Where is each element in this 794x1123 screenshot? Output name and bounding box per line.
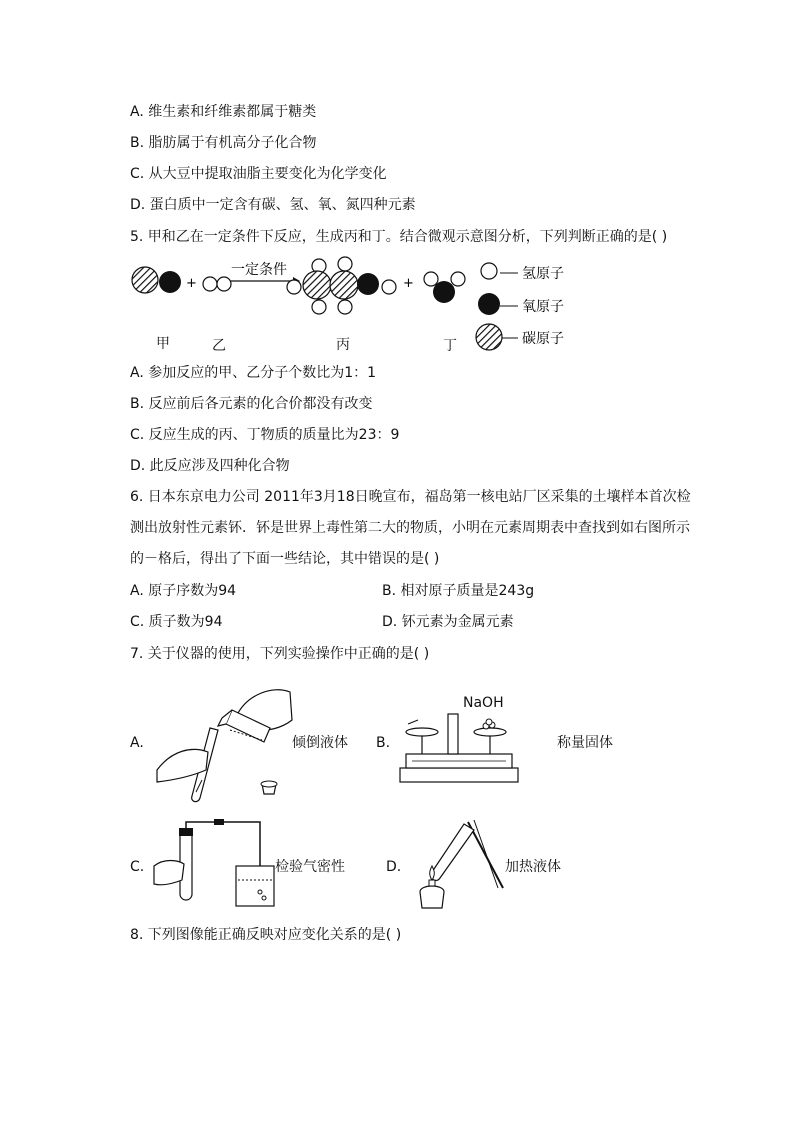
- q6-stem-line2: 测出放射性元素钚．钚是世界上毒性第二大的物质，小明在元素周期表中查找到如右图所示: [130, 520, 690, 536]
- hydrogen-atom-icon: [481, 263, 497, 279]
- label-yi: 乙: [212, 338, 226, 354]
- molecule-jia: [132, 267, 181, 293]
- balance-illustration: [398, 710, 523, 785]
- airtightness-illustration: [152, 818, 277, 910]
- q7-b-naoh: NaOH: [463, 695, 504, 711]
- q4-option-c: C. 从大豆中提取油脂主要变化为化学变化: [130, 166, 387, 182]
- molecule-yi: [203, 277, 231, 291]
- plus-sign-2: +: [403, 276, 414, 291]
- q7-stem: 7. 关于仪器的使用，下列实验操作中正确的是( ): [130, 646, 430, 662]
- q4-option-b: B. 脂肪属于有机高分子化合物: [130, 135, 317, 151]
- q6-option-b: B. 相对原子质量是243g: [382, 583, 535, 599]
- q4-option-d: D. 蛋白质中一定含有碳、氢、氧、氮四种元素: [130, 197, 416, 213]
- plus-sign-1: +: [186, 276, 197, 291]
- molecule-ding: [424, 272, 465, 303]
- q6-stem-line3: 的－格后，得出了下面一些结论，其中错误的是( ): [130, 551, 440, 567]
- legend-carbon: 碳原子: [522, 331, 564, 347]
- legend-hydrogen: 氢原子: [522, 266, 564, 282]
- q4-option-a: A. 维生素和纤维素都属于糖类: [130, 104, 317, 120]
- q7-c-letter: C.: [130, 859, 145, 875]
- q7-a-letter: A.: [130, 735, 144, 751]
- legend-oxygen: 氧原子: [522, 299, 564, 315]
- molecule-bing: [287, 257, 396, 314]
- q7-b-letter: B.: [376, 735, 391, 751]
- q7-a-text: 倾倒液体: [292, 735, 348, 751]
- q7-d-text: 加热液体: [505, 859, 561, 875]
- q7-c-text: 检验气密性: [275, 859, 345, 875]
- atom-legend: [476, 263, 564, 350]
- q5-option-c: C. 反应生成的丙、丁物质的质量比为23：9: [130, 427, 400, 443]
- q7-d-letter: D.: [386, 859, 402, 875]
- q5-reaction-diagram: [128, 254, 588, 354]
- q5-option-d: D. 此反应涉及四种化合物: [130, 458, 290, 474]
- q7-b-text: 称量固体: [557, 735, 613, 751]
- label-ding: 丁: [443, 338, 457, 354]
- q6-option-d: D. 钚元素为金属元素: [382, 614, 514, 630]
- q6-stem-line1: 6. 日本东京电力公司 2011年3月18日晚宣布，福岛第一核电站厂区采集的土壤样本首次检: [130, 489, 691, 505]
- q5-option-b: B. 反应前后各元素的化合价都没有改变: [130, 396, 373, 412]
- q8-stem: 8. 下列图像能正确反映对应变化关系的是( ): [130, 927, 402, 943]
- label-jia: 甲: [156, 336, 170, 352]
- reaction-condition: 一定条件: [231, 262, 287, 278]
- oxygen-atom-icon: [478, 293, 500, 315]
- label-bing: 丙: [336, 337, 350, 353]
- carbon-atom-icon: [476, 324, 502, 350]
- q5-stem: 5. 甲和乙在一定条件下反应，生成丙和丁。结合微观示意图分析，下列判断正确的是( ): [130, 229, 668, 245]
- q6-option-a: A. 原子序数为94: [130, 583, 237, 599]
- q5-option-a: A. 参加反应的甲、乙分子个数比为1：1: [130, 365, 377, 381]
- heating-liquid-illustration: [408, 818, 508, 910]
- pouring-liquid-illustration: [152, 680, 297, 805]
- q6-option-c: C. 质子数为94: [130, 614, 223, 630]
